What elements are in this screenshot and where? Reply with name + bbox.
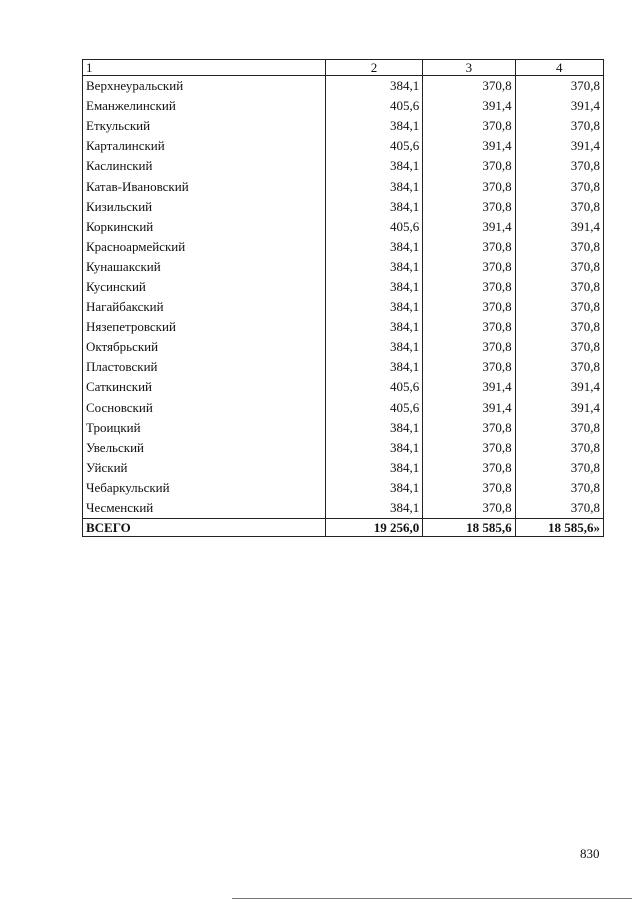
value-col-4: 370,8: [515, 277, 603, 297]
value-col-2: 384,1: [325, 478, 422, 498]
district-name: Октябрьский: [83, 337, 326, 357]
value-col-2: 384,1: [325, 357, 422, 377]
value-col-3: 370,8: [423, 458, 515, 478]
value-col-4: 370,8: [515, 116, 603, 136]
value-col-2: 384,1: [325, 237, 422, 257]
table-row: [83, 458, 604, 478]
value-col-2: 384,1: [325, 156, 422, 176]
table-row: [83, 337, 604, 357]
total-value-2: 19 256,0: [325, 519, 422, 537]
total-value-3: 18 585,6: [423, 519, 515, 537]
district-name: Еткульский: [83, 116, 326, 136]
table-row: [83, 357, 604, 377]
district-name: Еманжелинский: [83, 96, 326, 116]
value-col-3: 370,8: [423, 257, 515, 277]
table-row: [83, 478, 604, 498]
value-col-4: 370,8: [515, 176, 603, 196]
value-col-2: 384,1: [325, 116, 422, 136]
value-col-3: 370,8: [423, 176, 515, 196]
value-col-4: 370,8: [515, 498, 603, 519]
column-header-3: 3: [423, 60, 515, 76]
district-name: Коркинский: [83, 217, 326, 237]
total-row: [83, 519, 604, 537]
value-col-2: 405,6: [325, 398, 422, 418]
table-row: [83, 217, 604, 237]
value-col-3: 370,8: [423, 317, 515, 337]
value-col-4: 391,4: [515, 96, 603, 116]
value-col-3: 370,8: [423, 418, 515, 438]
table-row: [83, 116, 604, 136]
table-row: [83, 136, 604, 156]
district-name: Пластовский: [83, 357, 326, 377]
district-name: Верхнеуральский: [83, 76, 326, 97]
value-col-3: 391,4: [423, 217, 515, 237]
value-col-3: 370,8: [423, 116, 515, 136]
table-row: [83, 76, 604, 97]
table-row: [83, 277, 604, 297]
table-row: [83, 96, 604, 116]
value-col-4: 370,8: [515, 197, 603, 217]
value-col-4: 370,8: [515, 478, 603, 498]
header-row: [83, 60, 604, 76]
value-col-4: 391,4: [515, 398, 603, 418]
district-name: Уйский: [83, 458, 326, 478]
value-col-4: 370,8: [515, 458, 603, 478]
table-row: [83, 257, 604, 277]
value-col-2: 384,1: [325, 337, 422, 357]
district-name: Нагайбакский: [83, 297, 326, 317]
district-name: Чебаркульский: [83, 478, 326, 498]
value-col-2: 405,6: [325, 136, 422, 156]
table-row: [83, 237, 604, 257]
value-col-4: 370,8: [515, 357, 603, 377]
value-col-4: 370,8: [515, 76, 603, 97]
value-col-4: 391,4: [515, 377, 603, 397]
value-col-3: 370,8: [423, 438, 515, 458]
value-col-2: 384,1: [325, 317, 422, 337]
district-name: Кусинский: [83, 277, 326, 297]
table-row: [83, 197, 604, 217]
value-col-4: 370,8: [515, 257, 603, 277]
district-name: Каслинский: [83, 156, 326, 176]
value-col-3: 370,8: [423, 478, 515, 498]
table-row: [83, 297, 604, 317]
value-col-4: 370,8: [515, 156, 603, 176]
value-col-4: 370,8: [515, 337, 603, 357]
table-row: [83, 176, 604, 196]
column-header-2: 2: [325, 60, 422, 76]
value-col-2: 405,6: [325, 377, 422, 397]
value-col-2: 384,1: [325, 458, 422, 478]
district-name: Троицкий: [83, 418, 326, 438]
value-col-3: 370,8: [423, 357, 515, 377]
value-col-3: 370,8: [423, 197, 515, 217]
district-name: Кунашакский: [83, 257, 326, 277]
table-header: [83, 60, 604, 76]
value-col-3: 391,4: [423, 377, 515, 397]
total-value-4: 18 585,6»: [515, 519, 603, 537]
value-col-3: 370,8: [423, 277, 515, 297]
value-col-2: 405,6: [325, 96, 422, 116]
value-col-2: 384,1: [325, 498, 422, 519]
value-col-3: 370,8: [423, 237, 515, 257]
value-col-3: 391,4: [423, 136, 515, 156]
value-col-4: 370,8: [515, 297, 603, 317]
column-header-4: 4: [515, 60, 603, 76]
value-col-2: 384,1: [325, 197, 422, 217]
value-col-2: 384,1: [325, 176, 422, 196]
value-col-3: 370,8: [423, 156, 515, 176]
value-col-2: 405,6: [325, 217, 422, 237]
table-row: [83, 498, 604, 519]
value-col-3: 370,8: [423, 76, 515, 97]
table-row: [83, 398, 604, 418]
district-name: Саткинский: [83, 377, 326, 397]
table-row: [83, 317, 604, 337]
data-table: [82, 59, 604, 537]
district-name: Кизильский: [83, 197, 326, 217]
value-col-4: 370,8: [515, 438, 603, 458]
district-name: Карталинский: [83, 136, 326, 156]
value-col-2: 384,1: [325, 438, 422, 458]
value-col-4: 370,8: [515, 418, 603, 438]
value-col-2: 384,1: [325, 76, 422, 97]
value-col-2: 384,1: [325, 297, 422, 317]
district-name: Увельский: [83, 438, 326, 458]
table-row: [83, 156, 604, 176]
value-col-3: 370,8: [423, 337, 515, 357]
district-name: Катав-Ивановский: [83, 176, 326, 196]
value-col-3: 391,4: [423, 398, 515, 418]
value-col-3: 370,8: [423, 498, 515, 519]
value-col-2: 384,1: [325, 277, 422, 297]
footer-divider: [232, 898, 632, 899]
value-col-4: 370,8: [515, 317, 603, 337]
district-name: Красноармейский: [83, 237, 326, 257]
district-name: Сосновский: [83, 398, 326, 418]
value-col-3: 370,8: [423, 297, 515, 317]
table-row: [83, 418, 604, 438]
table-row: [83, 377, 604, 397]
table-body: [83, 76, 604, 537]
column-header-1: 1: [83, 60, 326, 76]
value-col-2: 384,1: [325, 418, 422, 438]
table-row: [83, 438, 604, 458]
value-col-4: 391,4: [515, 136, 603, 156]
value-col-4: 391,4: [515, 217, 603, 237]
total-label: ВСЕГО: [83, 519, 326, 537]
district-name: Нязепетровский: [83, 317, 326, 337]
page-number: 830: [580, 846, 600, 861]
district-name: Чесменский: [83, 498, 326, 519]
value-col-2: 384,1: [325, 257, 422, 277]
value-col-4: 370,8: [515, 237, 603, 257]
value-col-3: 391,4: [423, 96, 515, 116]
